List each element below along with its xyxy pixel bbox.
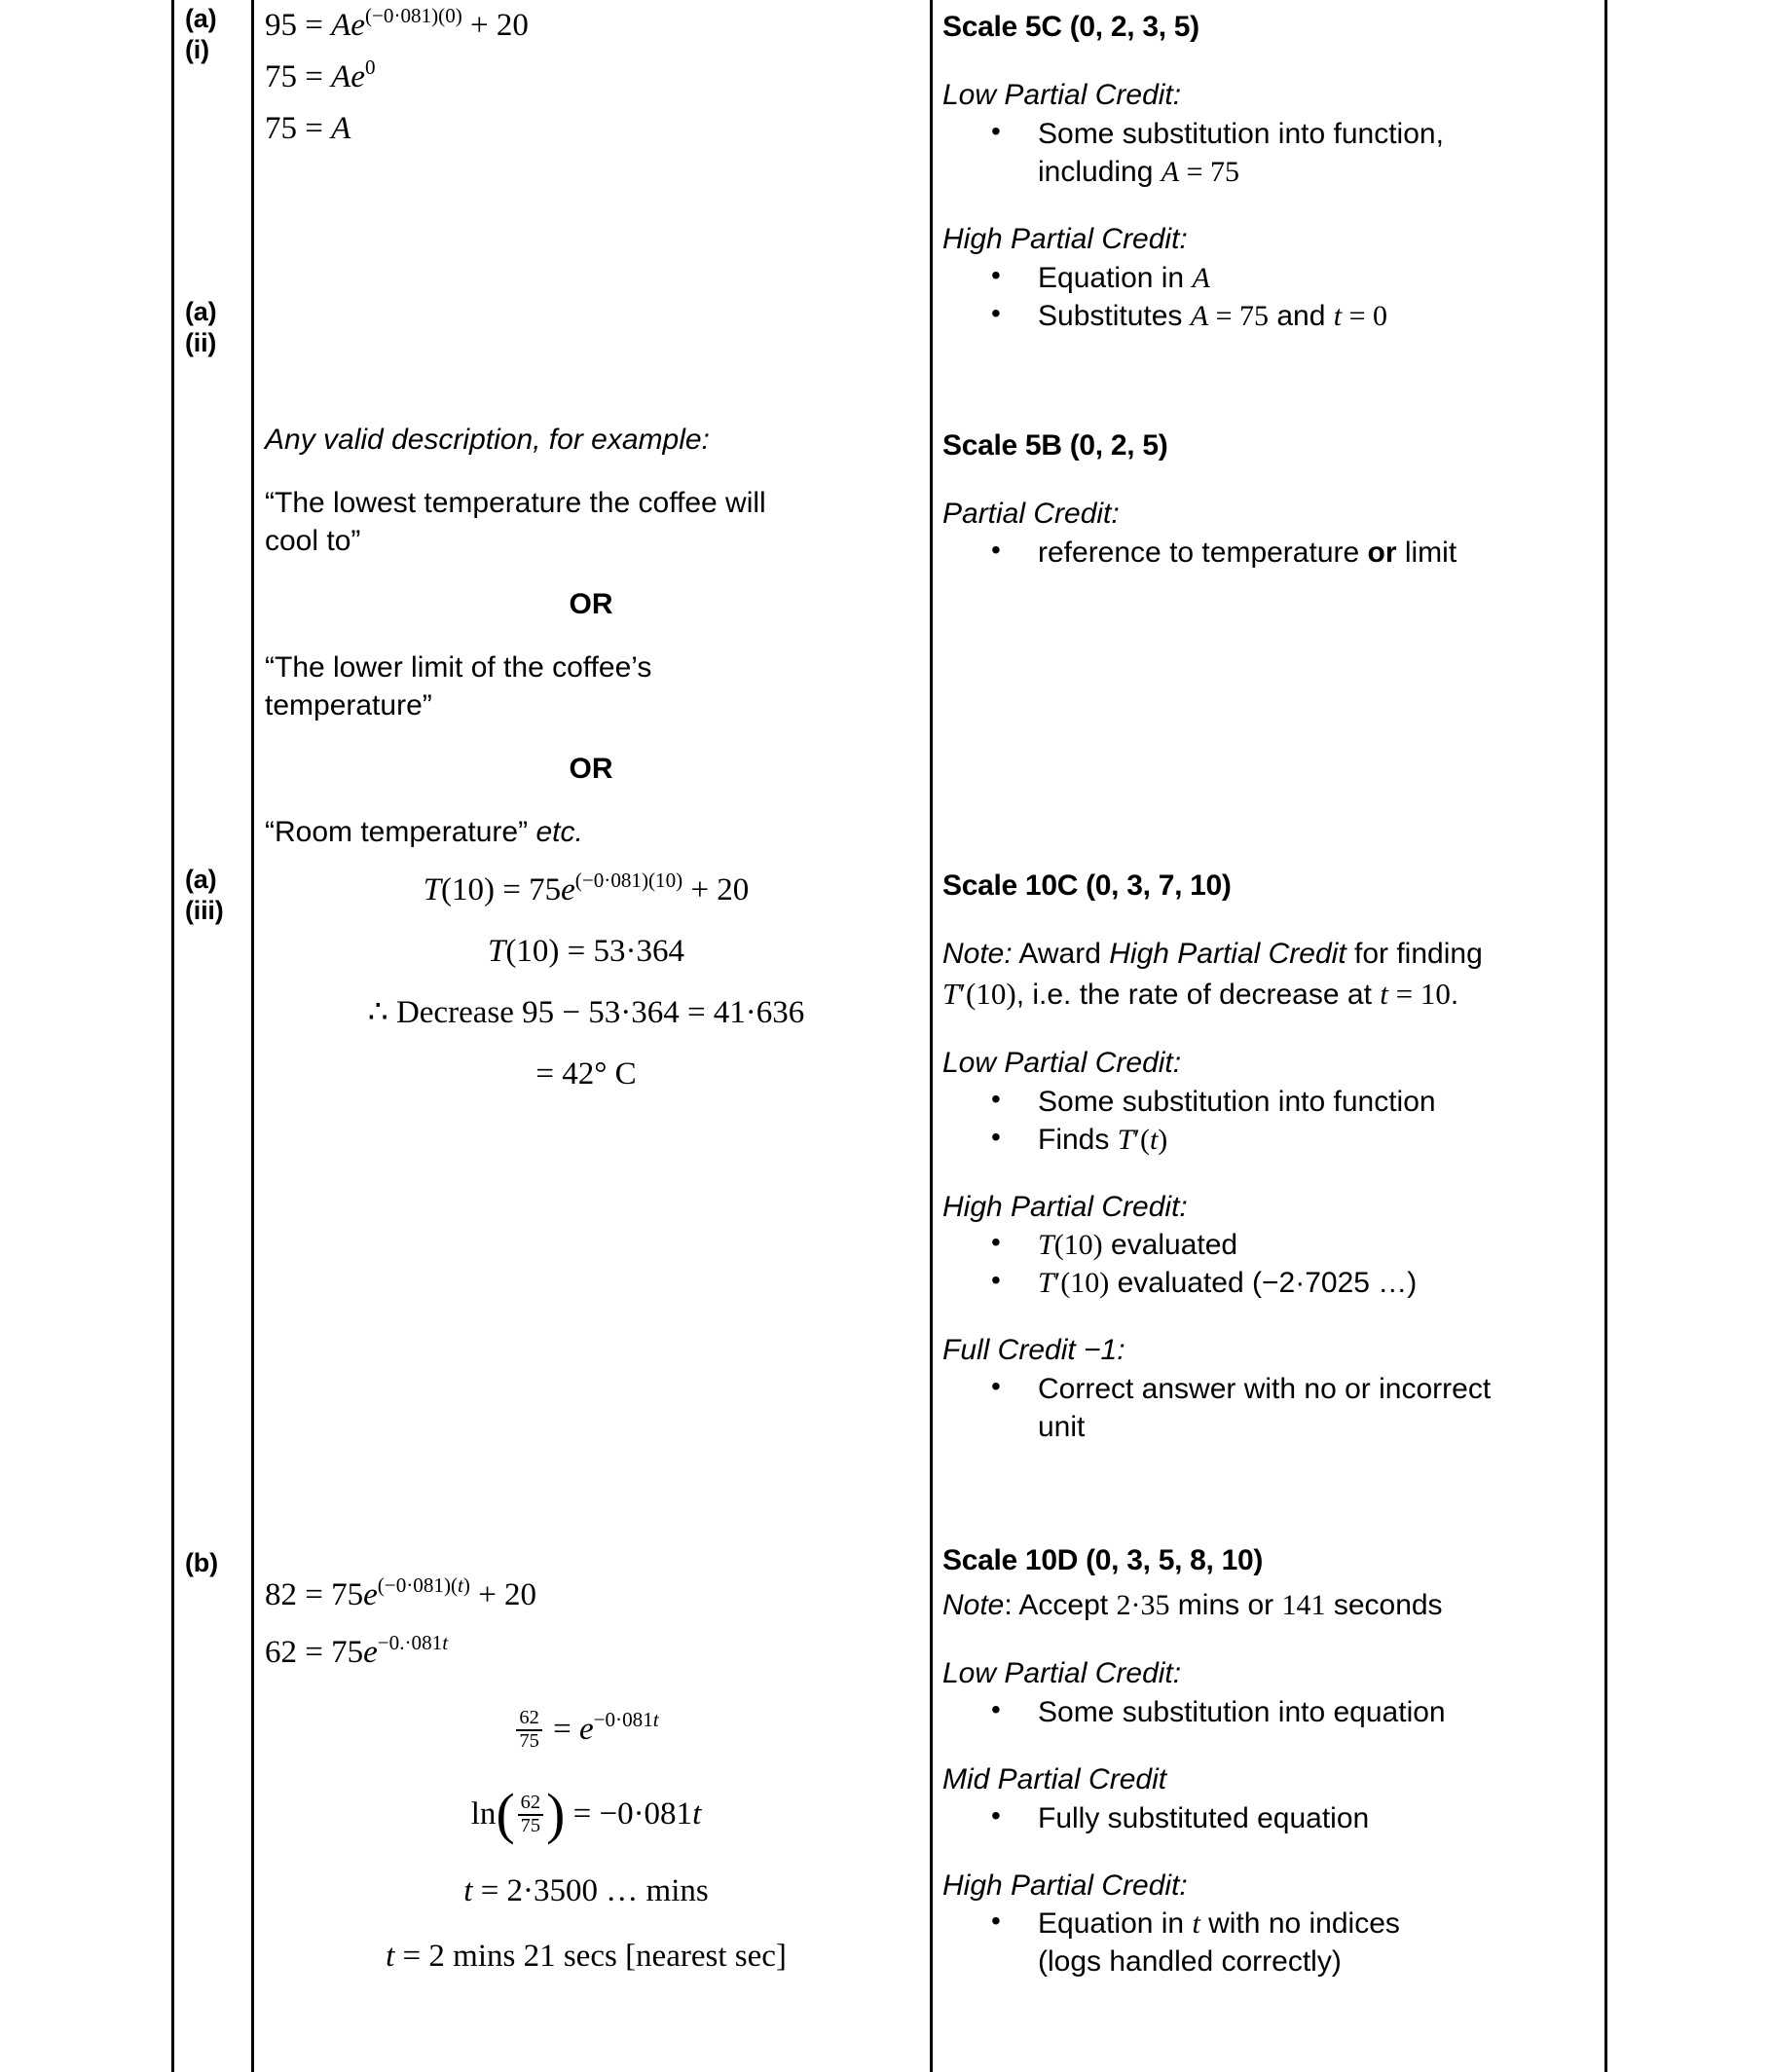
exponent-b-1: (−0·081)(t) (377, 1572, 470, 1597)
part-label-a-i (185, 4, 249, 66)
math-t-0: t = 0 (1333, 299, 1388, 332)
part-letter-a: (a) (185, 297, 217, 326)
work-a-iii (265, 868, 907, 1110)
left-paren: ( (496, 1783, 515, 1845)
table-vertical-rule-after-work (930, 0, 933, 2072)
part-roman-ii: (ii) (185, 327, 217, 357)
list-item: • Fully substituted equation (1038, 1799, 1597, 1837)
list-item: • Some substitution into function, including A = 75 (1038, 115, 1597, 191)
low-partial-credit-list-b (942, 1693, 1597, 1731)
part-letter-b: (b) (185, 1548, 218, 1577)
equation-b-3: $\frac{62}{75}$ = $e^{-0\cdot 081t}$ (265, 1710, 907, 1754)
mid-partial-credit-list-b (942, 1799, 1597, 1837)
list-item: • Correct answer with no or incorrect unit (1038, 1370, 1597, 1446)
math-t-prime-t: T′(t) (1117, 1123, 1168, 1156)
any-valid-description: Any valid description, for example: (265, 424, 710, 456)
work-a-i (265, 3, 917, 165)
equation-a-i-2: $75 = Ae^0$ (265, 55, 376, 94)
scheme-a-iii (942, 867, 1597, 1446)
exponent-b-3: −0·081t (593, 1707, 659, 1731)
work-a-ii (265, 421, 917, 851)
low-partial-credit-heading-a-i: Low Partial Credit: (942, 78, 1182, 111)
table-vertical-rule-left (171, 0, 174, 2072)
math-141: 141 (1281, 1588, 1326, 1621)
part-letter-a: (a) (185, 4, 217, 33)
note-word: Note (942, 1588, 1005, 1621)
list-item: • Finds T′(t) (1038, 1121, 1597, 1159)
equation-a-iii-1: $T(10) = 75e^{(-0\cdot 081)(10)} + 20$ (423, 868, 750, 907)
list-item: • Equation in t with no indices (logs handled correctly) (1038, 1905, 1597, 1980)
description-option-1: “The lowest temperature the coffee will cool to” (265, 487, 766, 557)
equation-b-5: t = 2·3500 … mins (463, 1872, 709, 1908)
full-credit-minus-one-list (942, 1370, 1597, 1446)
list-item: • Substitutes A = 75 and t = 0 (1038, 297, 1597, 335)
low-partial-credit-heading-a-iii: Low Partial Credit: (942, 1046, 1182, 1079)
equation-b-1: $82 = 75e^{(-0\cdot 081)(t)} + 20$ (265, 1572, 537, 1612)
high-partial-credit-list-a-i (942, 259, 1597, 335)
or-separator-2: OR (569, 753, 613, 785)
math-2-35: 2·35 (1116, 1588, 1170, 1621)
note-b: Note: Accept 2·35 mins or 141 seconds (942, 1588, 1443, 1621)
work-b (265, 1572, 907, 1992)
equation-b-2: $62 = 75e^{-0.\cdot 081t}$ (265, 1630, 449, 1670)
scheme-a-i (942, 8, 1597, 335)
list-item: • reference to temperature or limit (1038, 534, 1597, 572)
equation-a-i-3: 75 = A (265, 111, 351, 146)
math-A-75: A = 75 (1190, 299, 1270, 332)
math-T-prime-10: T′(10) (1038, 1267, 1110, 1300)
part-label-b (185, 1548, 249, 1579)
math-t-prime-10: T′(10) (942, 976, 1016, 1011)
equation-a-i-1: $95 = Ae^{(-0\cdot 081)(0)} + 20$ (265, 3, 529, 43)
part-label-a-iii (185, 865, 249, 927)
table-vertical-rule-after-label (251, 0, 254, 2072)
part-letter-a: (a) (185, 865, 217, 894)
high-partial-credit-list-b (942, 1905, 1597, 1980)
note-label: Note: (942, 937, 1013, 970)
list-item: • T′(10) evaluated (−2·7025 …) (1038, 1264, 1597, 1302)
equation-b-6: t = 2 mins 21 secs [nearest sec] (386, 1938, 787, 1974)
math-A: A (1192, 261, 1210, 294)
math-T-10: T(10) (1038, 1229, 1103, 1262)
table-vertical-rule-right (1604, 0, 1607, 2072)
description-option-3: “Room temperature” etc. (265, 816, 583, 848)
equation-a-iii-2: T(10) = 53·364 (488, 934, 684, 969)
description-option-2: “The lower limit of the coffee’s temperature” (265, 651, 652, 722)
list-item: • T(10) evaluated (1038, 1226, 1597, 1264)
list-item: • Equation in A (1038, 259, 1597, 297)
scale-heading-5b: Scale 5B (0, 2, 5) (942, 429, 1168, 462)
scheme-b (942, 1541, 1597, 1980)
fraction-62-over-75: $\frac{62}{75}$ (516, 1708, 541, 1752)
partial-credit-heading-a-ii: Partial Credit: (942, 497, 1120, 530)
low-partial-credit-list-a-i (942, 115, 1597, 191)
high-partial-credit-heading-a-i: High Partial Credit: (942, 222, 1188, 255)
list-item: • Some substitution into equation (1038, 1693, 1597, 1731)
fraction-62-over-75-ln: $\frac{62}{75}$ (518, 1793, 543, 1836)
equation-a-iii-3: ∴ Decrease 95 − 53·364 = 41·636 (367, 995, 805, 1030)
right-paren: ) (546, 1783, 566, 1845)
note-a-iii: Note: Award High Partial Credit for finding T′(10), i.e. the rate of decrease at t = 10. (942, 937, 1483, 1011)
math-t-equals-10: t = 10 (1380, 976, 1451, 1011)
scheme-a-ii (942, 426, 1597, 572)
math-t: t (1192, 1907, 1200, 1941)
part-roman-i: (i) (185, 34, 209, 64)
mid-partial-credit-heading-b: Mid Partial Credit (942, 1762, 1167, 1795)
scale-heading-10c: Scale 10C (0, 3, 7, 10) (942, 870, 1232, 902)
low-partial-credit-heading-b: Low Partial Credit: (942, 1656, 1182, 1689)
part-label-a-ii (185, 297, 249, 359)
part-roman-iii: (iii) (185, 895, 224, 925)
list-item: • Some substitution into function (1038, 1083, 1597, 1121)
high-partial-credit-list-a-iii (942, 1226, 1597, 1302)
equation-a-iii-4: = 42° C (535, 1056, 637, 1092)
math-a-equals-75: A = 75 (1161, 155, 1240, 188)
scale-heading-5c: Scale 5C (0, 2, 3, 5) (942, 11, 1199, 43)
low-partial-credit-list-a-iii (942, 1083, 1597, 1159)
exponent-b-2: −0.·081t (377, 1630, 449, 1654)
full-credit-minus-one-heading: Full Credit −1: (942, 1334, 1125, 1367)
high-partial-credit-heading-a-iii: High Partial Credit: (942, 1190, 1188, 1223)
or-separator-1: OR (569, 588, 613, 620)
high-partial-credit-heading-b: High Partial Credit: (942, 1868, 1188, 1902)
equation-b-4: ln( $\frac{62}{75}$ ) = −0·081t (470, 1783, 702, 1845)
partial-credit-list-a-ii (942, 534, 1597, 572)
scale-heading-10d: Scale 10D (0, 3, 5, 8, 10) (942, 1544, 1264, 1576)
